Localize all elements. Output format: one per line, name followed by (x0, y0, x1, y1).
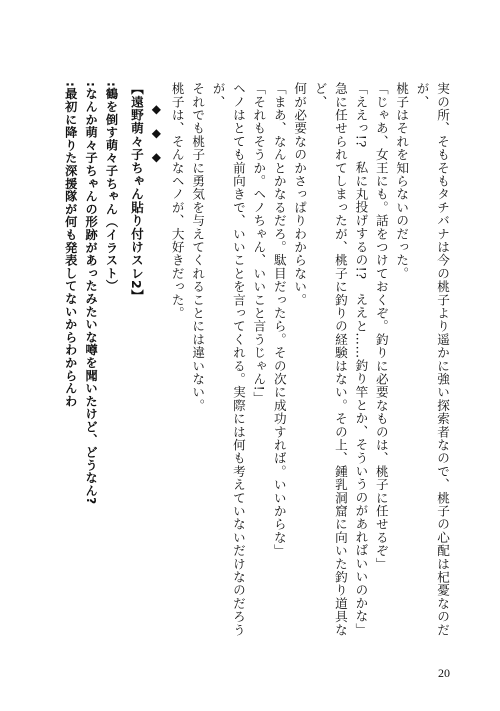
body-paragraph-9: ヘノはとても前向きで、いいことを言ってくれる。実際には何も考えていないだけなのだろうが、 (210, 82, 246, 637)
body-paragraph-8: 「それもそうか。ヘノちゃん、いいこと言うじゃん!」 (251, 82, 267, 405)
page-number: 20 (438, 666, 450, 680)
body-paragraph-10: それでも桃子に勇気を与えてくれることには違いない。 (190, 82, 206, 412)
body-paragraph-2: 桃子はそれを知らないのだった。 (394, 82, 410, 280)
section-divider: ◆◆◆ (149, 102, 164, 174)
thread-post-1: :鶴を倒す萌々子ちゃん（イラスト） (104, 82, 119, 293)
body-paragraph-11: 桃子は、そんなヘノが、大好きだった。 (169, 82, 185, 320)
body-paragraph-7: 「まあ、なんとかなるだろ。駄目だったら。その次に成功すれば。いいからな」 (271, 82, 287, 558)
thread-post-3: :最初に降りた深援隊が何も発表してないからわからんわ (63, 82, 78, 408)
body-paragraph-3: 「じゃあ、女王にも。話をつけておくぞ。釣りに必要なものは、桃子に任せるぞ」 (373, 82, 389, 571)
body-paragraph-5: 急に任せられてしまったが、桃子に釣りの経験はない。その上、鍾乳洞窟に向いた釣り道具など、 (312, 82, 348, 637)
body-paragraph-4: 「ええっ!? 私に丸投げするの!? ええと……釣り竿とか、そういうのがあればいいのかな」 (353, 82, 369, 637)
body-paragraph-6: 何が必要なのかさっぱりわからない。 (292, 82, 308, 307)
thread-post-2: :なんか萌々子ちゃんの形跡があったみたいな噂を聞いたけど、どうなん? (84, 82, 99, 505)
section-heading: 【遠野萌々子ちゃん貼り付けスレ2】 (128, 82, 144, 303)
vertical-text-block (32, 82, 452, 642)
body-paragraph-1: 実の所、そもそもタチバナは今の桃子より遥かに強い探索者なので、桃子の心配は杞憂なのだが、 (414, 82, 450, 637)
